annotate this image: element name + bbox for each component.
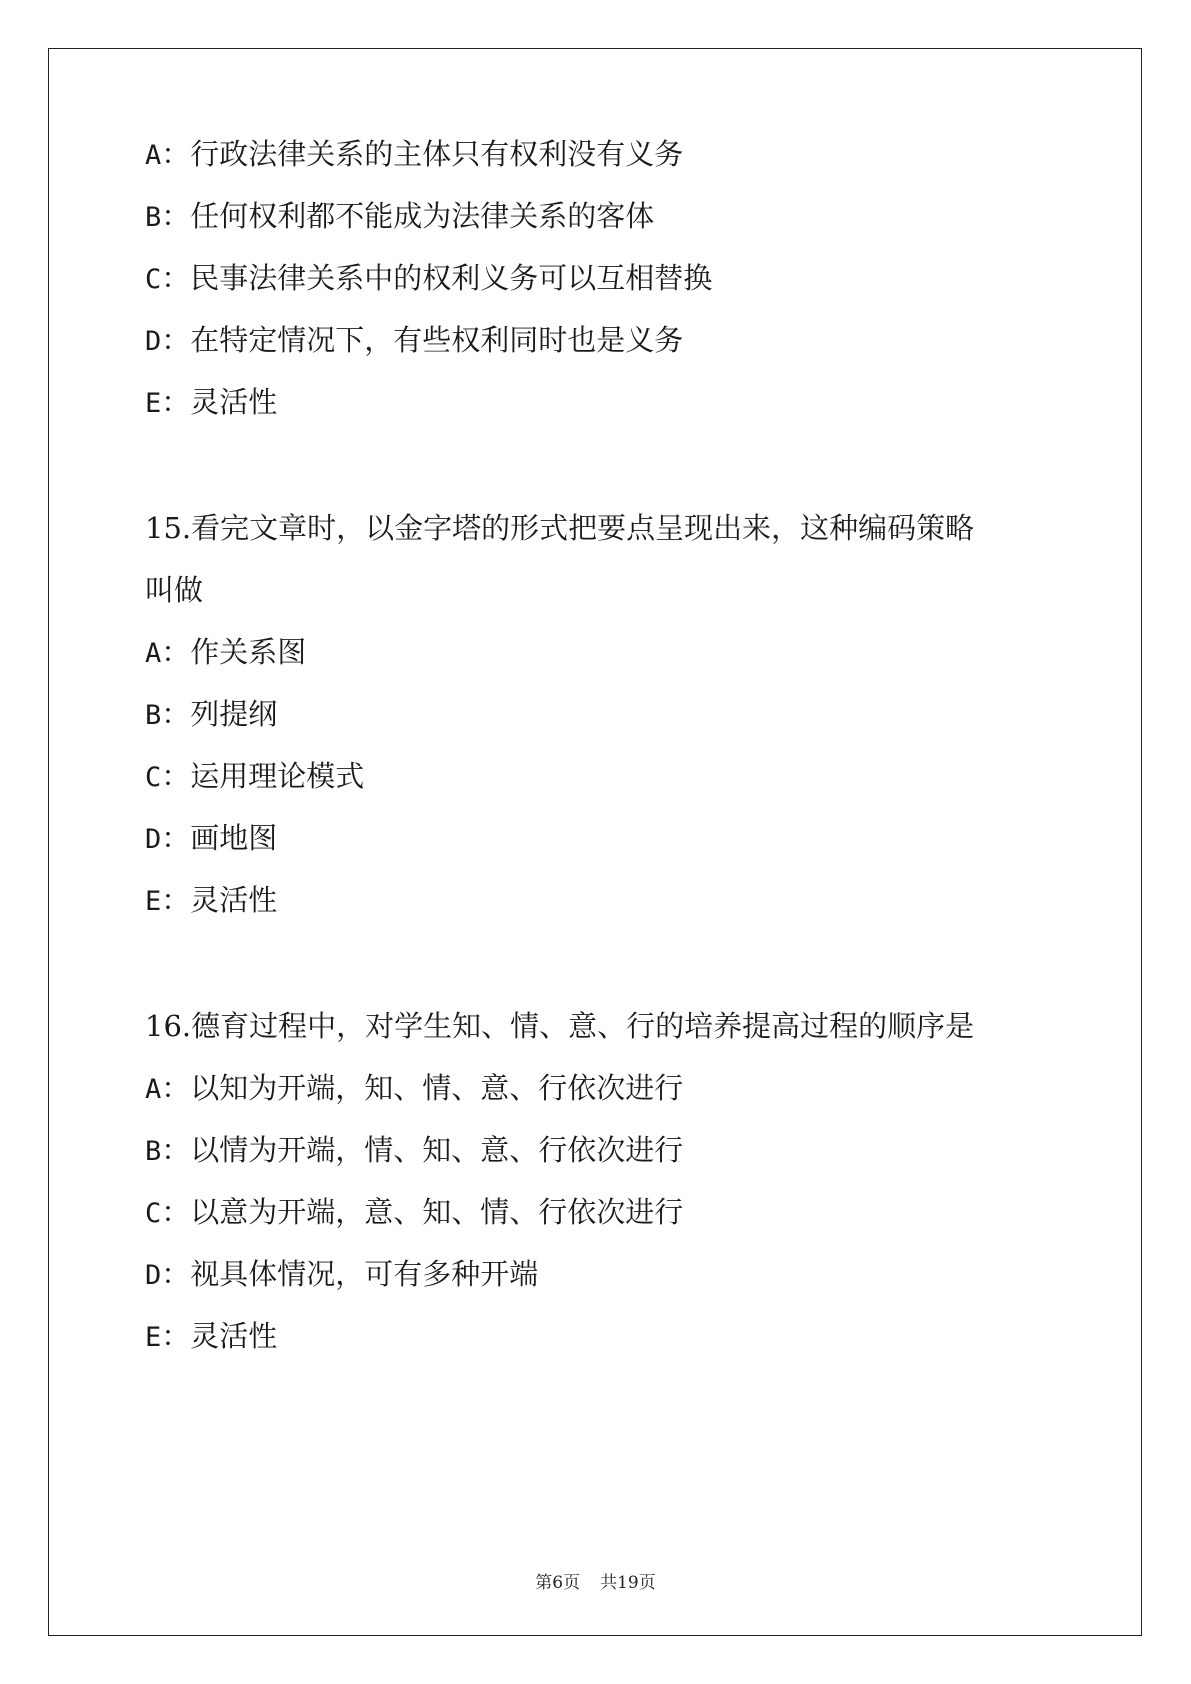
option-b: B：以情为开端，情、知、意、行依次进行 bbox=[145, 1133, 684, 1167]
question-number: 15. bbox=[145, 511, 192, 545]
option-a: A：行政法律关系的主体只有权利没有义务 bbox=[145, 137, 684, 171]
question-stem-line-2: 叫做 bbox=[145, 573, 204, 607]
option-c: C：民事法律关系中的权利义务可以互相替换 bbox=[145, 261, 713, 295]
question-stem: 16.德育过程中，对学生知、情、意、行的培养提高过程的顺序是 bbox=[145, 1009, 975, 1043]
page-total: 共19页 bbox=[600, 1573, 656, 1593]
page-footer bbox=[0, 1568, 1191, 1593]
option-b: B：任何权利都不能成为法律关系的客体 bbox=[145, 199, 655, 233]
page-number: 第6页 bbox=[535, 1573, 581, 1593]
document-content bbox=[145, 136, 1075, 1380]
option-d: D：画地图 bbox=[145, 821, 278, 855]
option-d: D：视具体情况，可有多种开端 bbox=[145, 1257, 539, 1291]
question-stem-line-1: 15.看完文章时，以金字塔的形式把要点呈现出来，这种编码策略 bbox=[145, 511, 975, 545]
option-c: C：运用理论模式 bbox=[145, 759, 365, 793]
option-c: C：以意为开端，意、知、情、行依次进行 bbox=[145, 1195, 684, 1229]
question-stem bbox=[145, 510, 1075, 608]
question-number: 16. bbox=[145, 1009, 192, 1043]
question-15 bbox=[145, 510, 1075, 918]
option-b: B：列提纲 bbox=[145, 697, 278, 731]
question-16 bbox=[145, 1008, 1075, 1354]
option-a: A：以知为开端，知、情、意、行依次进行 bbox=[145, 1071, 684, 1105]
option-d: D：在特定情况下，有些权利同时也是义务 bbox=[145, 323, 684, 357]
option-e: E：灵活性 bbox=[145, 883, 278, 917]
option-e: E：灵活性 bbox=[145, 385, 278, 419]
option-a: A：作关系图 bbox=[145, 635, 307, 669]
spacer bbox=[145, 446, 1075, 510]
option-e: E：灵活性 bbox=[145, 1319, 278, 1353]
question-14-options bbox=[145, 136, 1075, 420]
spacer bbox=[145, 944, 1075, 1008]
